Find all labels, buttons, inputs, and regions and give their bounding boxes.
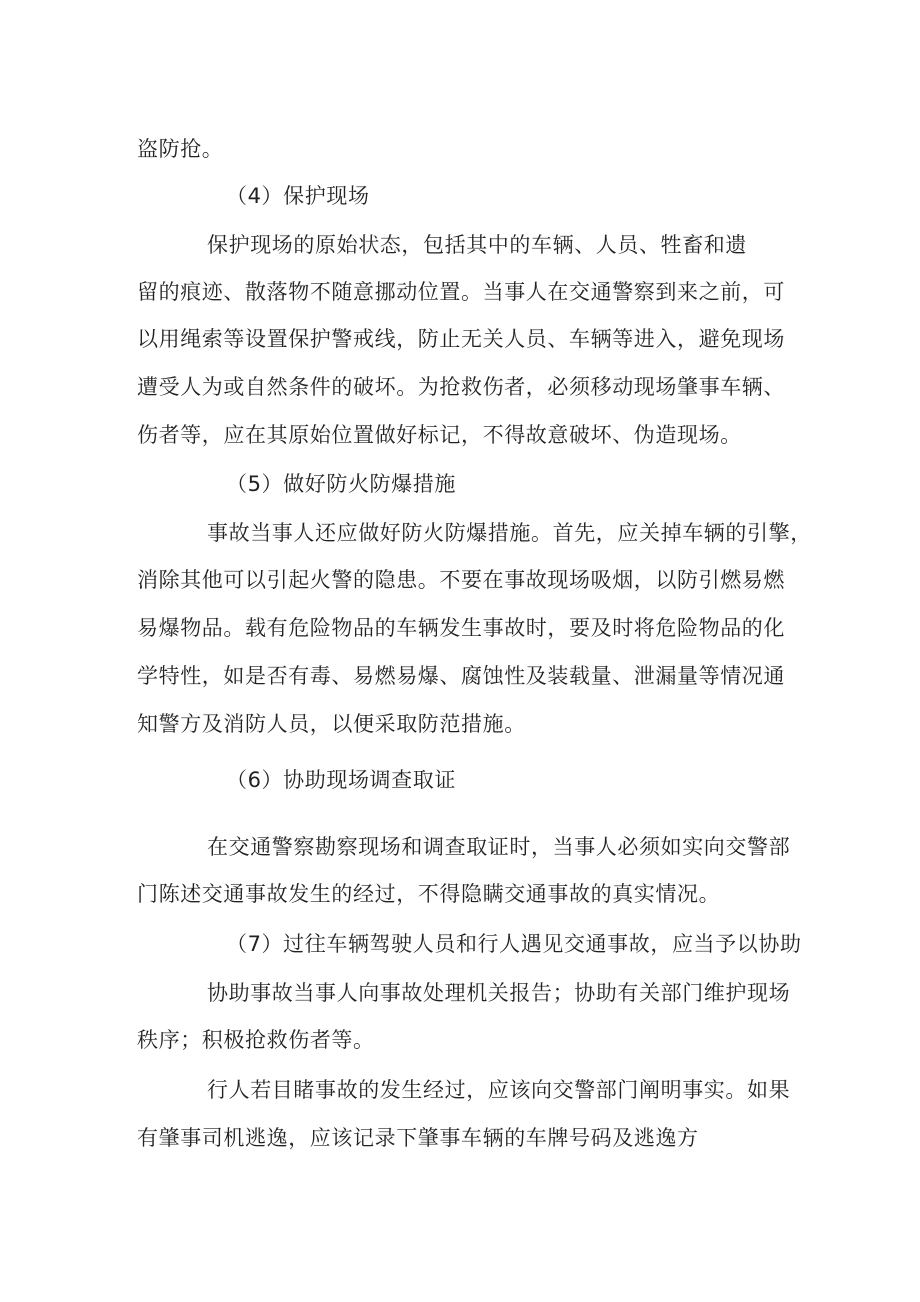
- text-line: 易爆物品。载有危险物品的车辆发生事故时，要及时将危险物品的化: [137, 616, 785, 640]
- text-line: 消除其他可以引起火警的隐患。不要在事故现场吸烟，以防引燃易燃: [137, 568, 785, 592]
- text-line: 协助事故当事人向事故处理机关报告；协助有关部门维护现场: [207, 981, 791, 1005]
- text-line: 在交通警察勘察现场和调查取证时，当事人必须如实向交警部: [207, 835, 791, 859]
- text-line: 秩序；积极抢救伤者等。: [137, 1028, 375, 1052]
- text-line: 门陈述交通事故发生的经过，不得隐瞒交通事故的真实情况。: [137, 882, 721, 906]
- section-heading: （4）保护现场: [226, 184, 370, 208]
- text-line: 知警方及消防人员，以便采取防范措施。: [137, 712, 526, 736]
- text-line: 遭受人为或自然条件的破坏。为抢救伤者，必须移动现场肇事车辆、: [137, 375, 785, 399]
- text-line: 学特性，如是否有毒、易燃易爆、腐蚀性及装载量、泄漏量等情况通: [137, 664, 785, 688]
- text-line: 以用绳索等设置保护警戒线，防止无关人员、车辆等进入，避免现场: [137, 327, 785, 351]
- section-heading: （6）协助现场调查取证: [226, 768, 456, 792]
- text-line: 有肇事司机逃逸，应该记录下肇事车辆的车牌号码及逃逸方: [137, 1126, 699, 1150]
- text-line: 留的痕迹、散落物不随意挪动位置。当事人在交通警察到来之前，可: [137, 280, 785, 304]
- section-heading: （7）过往车辆驾驶人员和行人遇见交通事故，应当予以协助: [226, 932, 802, 956]
- text-line: 伤者等，应在其原始位置做好标记，不得故意破坏、伪造现场。: [137, 423, 742, 447]
- section-heading: （5）做好防火防爆措施: [226, 472, 456, 496]
- text-line: 事故当事人还应做好防火防爆措施。首先，应关掉车辆的引擎，: [207, 521, 812, 545]
- text-line: 盗防抢。: [137, 137, 224, 161]
- text-line: 保护现场的原始状态，包括其中的车辆、人员、牲畜和遗: [207, 233, 747, 257]
- text-line: 行人若目睹事故的发生经过，应该向交警部门阐明事实。如果: [207, 1078, 791, 1102]
